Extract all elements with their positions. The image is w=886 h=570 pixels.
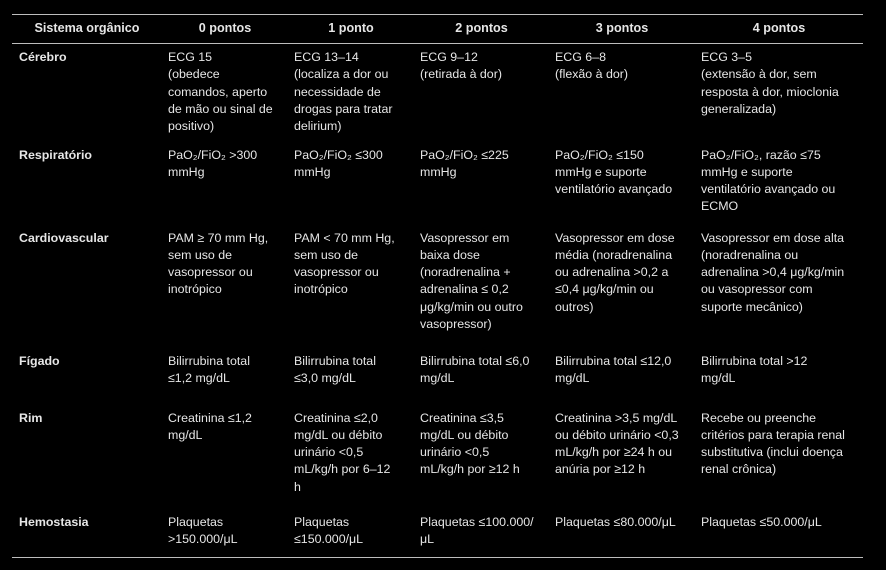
table-cell bbox=[549, 509, 695, 558]
table-cell bbox=[288, 44, 414, 142]
table-cell bbox=[162, 225, 288, 348]
header-row bbox=[12, 15, 863, 44]
cell-text: PaO₂/FiO₂, razão ≤75 mmHg e suporte ventilatório avançado ou ECMO bbox=[701, 147, 836, 214]
cell-text: Plaquetas >150.000/μL bbox=[168, 514, 238, 546]
table-header bbox=[12, 15, 863, 44]
table-cell bbox=[695, 348, 863, 405]
table-cell bbox=[288, 142, 414, 225]
table-row bbox=[12, 44, 863, 142]
table-cell bbox=[162, 348, 288, 405]
sofa-score-table bbox=[12, 14, 863, 558]
cell-text: ECG 13–14 (localiza a dor ou necessidade de drogas para tratar delirium) bbox=[294, 50, 393, 134]
cell-text: Bilirrubina total ≤3,0 mg/dL bbox=[294, 353, 376, 385]
table-cell bbox=[414, 142, 549, 225]
table-cell bbox=[288, 509, 414, 558]
table-cell bbox=[162, 509, 288, 558]
cell-text: Bilirrubina total ≤12,0 mg/dL bbox=[555, 353, 672, 385]
table-row bbox=[12, 348, 863, 405]
table-cell bbox=[288, 405, 414, 509]
table-cell bbox=[549, 225, 695, 348]
table-cell bbox=[162, 44, 288, 142]
row-system-label: Respiratório bbox=[19, 147, 92, 162]
row-system-label: Fígado bbox=[19, 353, 60, 368]
cell-text: PaO₂/FiO₂ ≤150 mmHg e suporte ventilatório avançado bbox=[555, 147, 673, 197]
cell-text: Bilirrubina total >12 mg/dL bbox=[701, 353, 808, 385]
table-cell bbox=[288, 225, 414, 348]
header-4-points: 4 pontos bbox=[752, 21, 806, 36]
cell-text: Creatinina ≤3,5 mg/dL ou débito urinário <0,5 mL/kg/h por ≥12 h bbox=[420, 410, 520, 477]
table-row bbox=[12, 405, 863, 509]
cell-text: ECG 6–8 (flexão à dor) bbox=[555, 50, 629, 82]
header-1-point: 1 ponto bbox=[328, 21, 374, 36]
header-system: Sistema orgânico bbox=[34, 21, 140, 36]
cell-text: PaO₂/FiO₂ >300 mmHg bbox=[168, 147, 258, 179]
table-cell bbox=[414, 405, 549, 509]
cell-text: Creatinina ≤2,0 mg/dL ou débito urinário <0,5 mL/kg/h por 6–12 h bbox=[294, 410, 391, 494]
cell-text: PaO₂/FiO₂ ≤225 mmHg bbox=[420, 147, 509, 179]
table-row bbox=[12, 225, 863, 348]
cell-text: Creatinina >3,5 mg/dL ou débito urinário <0,3 mL/kg/h por ≥24 h ou anúria por ≥12 h bbox=[555, 410, 679, 477]
cell-text: Plaquetas ≤80.000/μL bbox=[555, 514, 676, 529]
cell-text: Bilirrubina total ≤6,0 mg/dL bbox=[420, 353, 530, 385]
table-row bbox=[12, 142, 863, 225]
table-cell bbox=[695, 405, 863, 509]
table-cell bbox=[162, 405, 288, 509]
cell-text: PaO₂/FiO₂ ≤300 mmHg bbox=[294, 147, 383, 179]
table-cell bbox=[414, 225, 549, 348]
table-cell bbox=[414, 348, 549, 405]
table-cell bbox=[695, 509, 863, 558]
header-2-points: 2 pontos bbox=[455, 21, 508, 36]
cell-text: Vasopressor em dose alta (noradrenalina ou adrenalina >0,4 μg/kg/min ou vasopressor com suporte mecânico) bbox=[701, 230, 845, 314]
cell-text: Vasopressor em baixa dose (noradrenalina + adrenalina ≤ 0,2 μg/kg/min ou outro vasopressor) bbox=[420, 230, 523, 331]
row-system-label: Cardiovascular bbox=[19, 230, 109, 245]
cell-text: Plaquetas ≤150.000/μL bbox=[294, 514, 364, 546]
cell-text: Bilirrubina total ≤1,2 mg/dL bbox=[168, 353, 250, 385]
cell-text: Plaquetas ≤100.000/ μL bbox=[420, 514, 534, 546]
cell-text: ECG 9–12 (retirada à dor) bbox=[420, 50, 502, 82]
table-row bbox=[12, 509, 863, 558]
header-3-points: 3 pontos bbox=[595, 21, 649, 36]
table-cell bbox=[414, 44, 549, 142]
cell-text: ECG 15 (obedece comandos, aperto de mão ou sinal de positivo) bbox=[168, 50, 273, 134]
table-cell bbox=[549, 44, 695, 142]
table-body bbox=[12, 44, 863, 558]
cell-text: Recebe ou preenche critérios para terapia renal substitutiva (inclui doença renal crônica) bbox=[701, 410, 845, 477]
cell-text: Creatinina ≤1,2 mg/dL bbox=[168, 410, 252, 442]
table-cell bbox=[549, 348, 695, 405]
cell-text: Plaquetas ≤50.000/μL bbox=[701, 514, 822, 529]
table-cell bbox=[695, 142, 863, 225]
table-cell bbox=[549, 142, 695, 225]
table-cell bbox=[162, 142, 288, 225]
row-system-label: Rim bbox=[19, 410, 43, 425]
table-cell bbox=[549, 405, 695, 509]
table-cell bbox=[695, 225, 863, 348]
table-cell bbox=[414, 509, 549, 558]
row-system-label: Hemostasia bbox=[19, 514, 89, 529]
cell-text: Vasopressor em dose média (noradrenalina ou adrenalina >0,2 a ≤0,4 μg/kg/min ou outros) bbox=[555, 230, 675, 314]
table-cell bbox=[288, 348, 414, 405]
cell-text: ECG 3–5 (extensão à dor, sem resposta à dor, mioclonia generalizada) bbox=[701, 50, 839, 116]
cell-text: PAM < 70 mm Hg, sem uso de vasopressor ou inotrópico bbox=[294, 230, 395, 297]
table-cell bbox=[695, 44, 863, 142]
row-system-label: Cérebro bbox=[19, 50, 67, 64]
cell-text: PAM ≥ 70 mm Hg, sem uso de vasopressor ou inotrópico bbox=[168, 230, 269, 297]
header-0-points: 0 pontos bbox=[198, 21, 252, 36]
